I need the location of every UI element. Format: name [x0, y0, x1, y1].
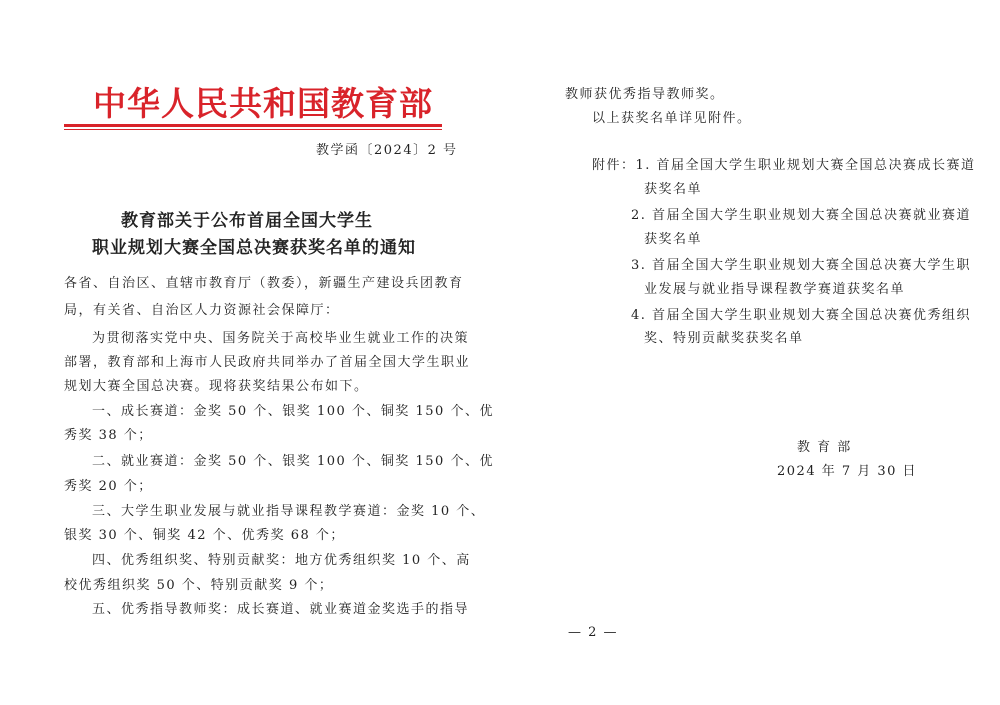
body-line: 五、优秀指导教师奖：成长赛道、就业赛道金奖选手的指导	[92, 602, 470, 617]
signature-date: 2024 年 7 月 30 日	[777, 464, 918, 479]
body-line: 三、大学生职业发展与就业指导课程教学赛道：金奖 10 个、	[92, 504, 486, 519]
title-line-1: 教育部关于公布首届全国大学生	[121, 211, 373, 231]
title-line-2: 职业规划大赛全国总决赛获奖名单的通知	[92, 238, 416, 258]
body-line: 一、成长赛道：金奖 50 个、银奖 100 个、铜奖 150 个、优	[92, 404, 494, 419]
body-line: 规划大赛全国总决赛。现将获奖结果公布如下。	[64, 379, 369, 394]
body-line: 以上获奖名单详见附件。	[592, 111, 752, 126]
body-line: 二、就业赛道：金奖 50 个、银奖 100 个、铜奖 150 个、优	[92, 454, 494, 469]
body-line: 秀奖 38 个；	[64, 428, 153, 443]
body-line: 四、优秀组织奖、特别贡献奖：地方优秀组织奖 10 个、高	[92, 553, 471, 568]
attachment-item: 3. 首届全国大学生职业规划大赛全国总决赛大学生职	[631, 258, 972, 273]
red-rule-thin	[64, 129, 442, 130]
page-number: — 2 —	[568, 625, 619, 640]
red-rule-thick	[64, 124, 442, 127]
doc-number: 教学函〔2024〕2 号	[316, 143, 458, 158]
attachment-item: 附件：1. 首届全国大学生职业规划大赛全国总决赛成长赛道	[592, 158, 976, 173]
body-line: 校优秀组织奖 50 个、特别贡献奖 9 个；	[64, 578, 334, 593]
body-line: 教师获优秀指导教师奖。	[565, 87, 725, 102]
issuer-header: 中华人民共和国教育部	[93, 84, 433, 123]
body-line: 部署，教育部和上海市人民政府共同举办了首届全国大学生职业	[64, 355, 471, 370]
body-line: 为贯彻落实党中央、国务院关于高校毕业生就业工作的决策	[92, 331, 470, 346]
body-line: 秀奖 20 个；	[64, 479, 153, 494]
attachment-item: 2. 首届全国大学生职业规划大赛全国总决赛就业赛道	[631, 208, 972, 223]
attachment-item: 获奖名单	[644, 232, 703, 247]
body-line: 各省、自治区、直辖市教育厅（教委），新疆生产建设兵团教育	[64, 276, 464, 291]
body-line: 银奖 30 个、铜奖 42 个、优秀奖 68 个；	[64, 528, 345, 543]
attachment-item: 获奖名单	[644, 182, 703, 197]
body-line: 局，有关省、自治区人力资源社会保障厅：	[64, 303, 340, 318]
signature-org: 教 育 部	[797, 440, 852, 455]
attachment-item: 4. 首届全国大学生职业规划大赛全国总决赛优秀组织	[631, 308, 972, 323]
attachment-item: 奖、特别贡献奖获奖名单	[644, 331, 804, 346]
attachment-item: 业发展与就业指导课程教学赛道获奖名单	[644, 282, 906, 297]
